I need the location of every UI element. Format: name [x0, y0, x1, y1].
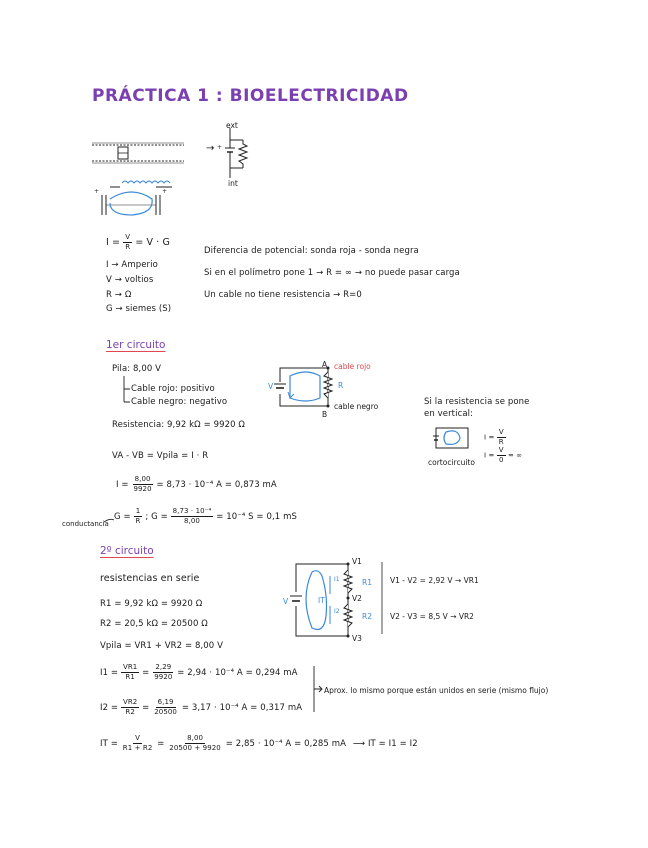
side-formula-1: [484, 428, 506, 447]
g-num2: 8,73 · 10⁻⁴: [172, 507, 212, 515]
i1-num1: VR1: [122, 663, 138, 671]
side-f1-den: R: [498, 438, 504, 446]
short-circuit-diagram: [432, 426, 476, 456]
circuit2-divider: [380, 562, 384, 636]
circuit2-label-it: IT: [318, 596, 325, 605]
circuit2-label-v3: V3: [352, 634, 362, 643]
i-den: 9920: [133, 485, 152, 493]
circuit2-it-formula: [100, 734, 418, 753]
it-eq: =: [157, 739, 165, 749]
circuit2-label-i2: I2: [334, 608, 340, 615]
def-volt: V → voltios: [106, 275, 154, 285]
g-lhs: G =: [114, 512, 131, 522]
side-f2-rhs: = ∞: [508, 451, 523, 460]
circuit2-label-r2: R2: [362, 612, 372, 621]
i2-den1: R2: [125, 708, 135, 716]
i2-num1: VR2: [122, 698, 138, 706]
it-arrow-icon: ⟶: [352, 739, 366, 749]
circuit1-resistencia: Resistencia: 9,92 kΩ = 9920 Ω: [112, 420, 246, 430]
side-f2-den: 0: [498, 456, 504, 464]
it-den1: R1 + R2: [122, 744, 153, 752]
i-num: 8,00: [134, 475, 151, 483]
i2-den2: 20500: [154, 708, 177, 716]
i1-den1: R1: [125, 673, 135, 681]
circuit1-label-cable-rojo: cable rojo: [334, 362, 371, 371]
ohm-rhs: = V · G: [135, 237, 170, 248]
g-rhs: = 10⁻⁴ S = 0,1 mS: [216, 512, 297, 522]
g-num: 1: [135, 507, 141, 515]
circuit1-label-cable-negro: cable negro: [334, 402, 379, 411]
note-potential: Diferencia de potencial: sonda roja - sonda negra: [204, 246, 419, 256]
it-num2: 8,00: [187, 734, 204, 742]
ohm-den: R: [125, 243, 131, 251]
i2-eq: =: [142, 703, 150, 713]
page-title: PRÁCTICA 1 : BIOELECTRICIDAD: [92, 86, 409, 106]
conductancia-label: conductancia: [62, 520, 109, 528]
circuit2-label-r1: R1: [362, 578, 372, 587]
def-siemens: G → siemes (S): [106, 304, 172, 314]
circuit1-cable-negro: Cable negro: negativo: [131, 397, 228, 407]
i1-rhs: = 2,94 · 10⁻⁴ A = 0,294 mA: [177, 668, 298, 678]
circuit2-eq2: V2 - V3 = 8,5 V → VR2: [390, 612, 474, 621]
circuit1-label-r: R: [338, 381, 344, 390]
circuit2-r1: R1 = 9,92 kΩ = 9920 Ω: [100, 599, 203, 609]
circuit2-label-v1: V1: [352, 557, 362, 566]
i2-num2: 6,19: [157, 698, 174, 706]
it-num1: V: [135, 734, 141, 742]
circuit1-heading: 1er circuito: [106, 339, 166, 351]
circuit2-label-i1: I1: [334, 576, 340, 583]
ohm-lhs: I =: [106, 237, 121, 248]
circuit1-pila: Pila: 8,00 V: [112, 364, 162, 374]
i-rhs: = 8,73 · 10⁻⁴ A = 0,873 mA: [156, 480, 277, 490]
side-f2-lhs: I =: [484, 451, 495, 460]
side-f2-num: V: [498, 446, 504, 454]
circuit1-va-vb: VA - VB = Vpila = I · R: [112, 451, 209, 461]
circuit2-i1-formula: [100, 663, 298, 682]
svg-text:+: +: [217, 144, 223, 151]
circuit2-label-v2: V2: [352, 594, 362, 603]
circuit1-label-b: B: [322, 410, 328, 419]
it-den2: 20500 + 9920: [169, 744, 221, 752]
def-ampere: I → Amperio: [106, 260, 158, 270]
approx-note: Aprox. lo mismo porque están unidos en serie (mismo flujo): [324, 686, 549, 695]
cortocircuito-label: cortocircuito: [428, 458, 475, 467]
circuit2-r2: R2 = 20,5 kΩ = 20500 Ω: [100, 619, 208, 629]
int-label: int: [228, 179, 238, 188]
circuit2-heading: 2º circuito: [100, 545, 154, 557]
arrow-icon: →: [206, 143, 215, 154]
i1-den2: 9920: [154, 673, 173, 681]
note-polimetro: Si en el polímetro pone 1 → R = ∞ → no puede pasar carga: [204, 268, 460, 278]
circuit2-label-v: V: [283, 597, 289, 606]
g-mid: ; G =: [145, 512, 168, 522]
side-f1-lhs: I =: [484, 433, 495, 442]
it-rhs: = 2,85 · 10⁻⁴ A = 0,285 mA: [225, 739, 347, 749]
it-conclusion: IT = I1 = I2: [367, 739, 418, 749]
circuit2-vpila: Vpila = VR1 + VR2 = 8,00 V: [100, 641, 224, 651]
i1-lhs: I1 =: [100, 668, 119, 678]
g-den: R: [135, 517, 141, 525]
circuit1-label-a: A: [322, 360, 328, 369]
circuit2-subtitle: resistencias en serie: [100, 573, 200, 584]
i-lhs: I =: [116, 480, 129, 490]
circuit1-conductance-formula: [114, 507, 297, 526]
side-formula-2: [484, 446, 522, 465]
circuit1-cable-rojo: Cable rojo: positivo: [131, 384, 215, 394]
circuit2-eq1: V1 - V2 = 2,92 V → VR1: [390, 576, 479, 585]
g-den2: 8,00: [184, 517, 200, 525]
side-note-line2: en vertical:: [424, 409, 474, 419]
i2-lhs: I2 =: [100, 703, 119, 713]
circuit1-current-formula: [116, 475, 277, 494]
i2-rhs: = 3,17 · 10⁻⁴ A = 0,317 mA: [181, 703, 303, 713]
side-note-line1: Si la resistencia se pone: [424, 397, 530, 407]
side-f1-num: V: [498, 428, 504, 436]
note-cable: Un cable no tiene resistencia → R=0: [204, 290, 362, 300]
membrane-diagram: [92, 133, 202, 223]
ext-label: ext: [226, 121, 238, 130]
def-ohm: R → Ω: [106, 290, 132, 300]
svg-text:+: +: [162, 188, 168, 195]
it-lhs: IT =: [100, 739, 118, 749]
circuit1-label-v: V: [268, 382, 274, 391]
ohm-formula: [106, 233, 170, 252]
i1-num2: 2,29: [155, 663, 172, 671]
ohm-num: V: [125, 233, 131, 241]
svg-text:+: +: [94, 188, 100, 195]
i1-eq: =: [142, 668, 150, 678]
circuit2-i2-formula: [100, 698, 302, 717]
equivalent-circuit-diagram: [215, 118, 265, 190]
